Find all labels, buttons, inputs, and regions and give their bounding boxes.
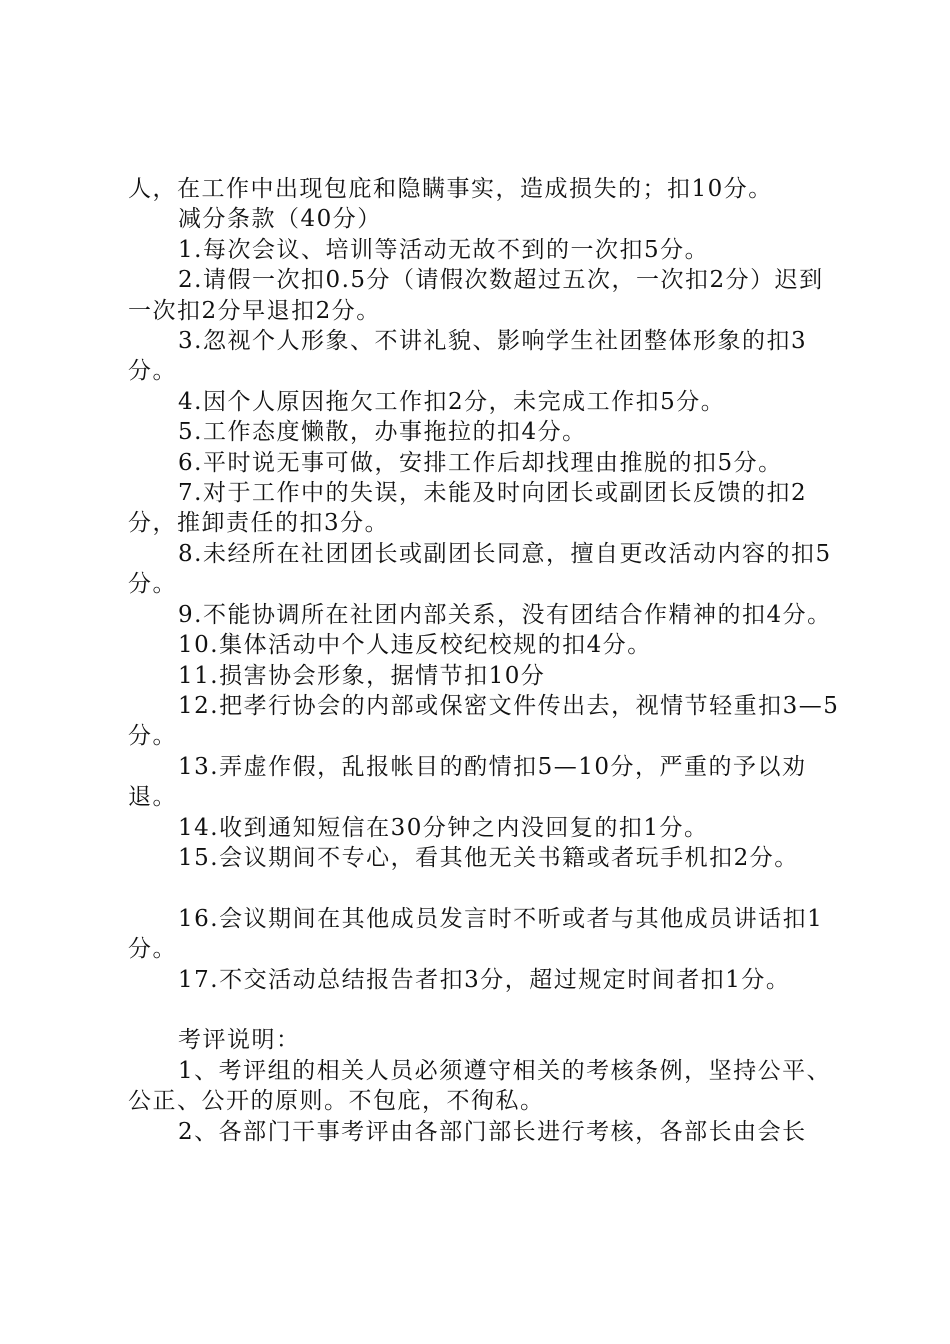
deduction-item-7: 7.对于工作中的失误，未能及时向团长或副团长反馈的扣2分，推卸责任的扣3分。 bbox=[128, 480, 808, 537]
deduction-item-14: 14.收到通知短信在30分钟之内没回复的扣1分。 bbox=[178, 814, 709, 841]
deduction-item-9: 9.不能协调所在社团内部关系，没有团结合作精神的扣4分。 bbox=[178, 601, 832, 628]
deduction-item-8: 8.未经所在社团团长或副团长同意，擅自更改活动内容的扣5分。 bbox=[128, 540, 832, 598]
blank-line bbox=[128, 995, 840, 1025]
deduction-item-12: 12.把孝行协会的内部或保密文件传出去，视情节轻重扣3—5分。 bbox=[128, 692, 840, 750]
evaluation-note-2: 2、各部门干事考评由各部门部长进行考核，各部长由会长 bbox=[178, 1118, 807, 1145]
section-heading-deductions: 减分条款（40分） bbox=[178, 206, 382, 233]
deduction-item-4: 4.因个人原因拖欠工作扣2分，未完成工作扣5分。 bbox=[178, 388, 726, 415]
deduction-item-17: 17.不交活动总结报告者扣3分，超过规定时间者扣1分。 bbox=[178, 966, 791, 993]
deduction-item-16: 16.会议期间在其他成员发言时不听或者与其他成员讲话扣1分。 bbox=[128, 905, 824, 963]
document-body bbox=[128, 174, 840, 1147]
deduction-item-5: 5.工作态度懒散，办事拖拉的扣4分。 bbox=[178, 419, 587, 446]
deduction-item-13: 13.弄虚作假，乱报帐目的酌情扣5—10分，严重的予以劝退。 bbox=[128, 753, 807, 811]
blank-line bbox=[128, 873, 840, 903]
deduction-item-11: 11.损害协会形象，据情节扣10分 bbox=[178, 662, 546, 689]
deduction-item-15: 15.会议期间不专心，看其他无关书籍或者玩手机扣2分。 bbox=[178, 844, 799, 871]
paragraph-continuation: 人，在工作中出现包庇和隐瞒事实，造成损失的；扣10分。 bbox=[128, 176, 773, 202]
deduction-item-2: 2.请假一次扣0.5分（请假次数超过五次，一次扣2分）迟到一次扣2分早退扣2分。 bbox=[128, 267, 824, 324]
section-heading-evaluation-notes: 考评说明： bbox=[178, 1027, 301, 1054]
deduction-item-1: 1.每次会议、培训等活动无故不到的一次扣5分。 bbox=[178, 236, 710, 263]
deduction-item-6: 6.平时说无事可做，安排工作后却找理由推脱的扣5分。 bbox=[178, 449, 783, 476]
deduction-item-3: 3.忽视个人形象、不讲礼貌、影响学生社团整体形象的扣3分。 bbox=[128, 328, 808, 385]
evaluation-note-1: 1、考评组的相关人员必须遵守相关的考核条例，坚持公平、公正、公开的原则。不包庇，不徇私。 bbox=[128, 1057, 832, 1115]
deduction-item-10: 10.集体活动中个人违反校纪校规的扣4分。 bbox=[178, 632, 652, 659]
